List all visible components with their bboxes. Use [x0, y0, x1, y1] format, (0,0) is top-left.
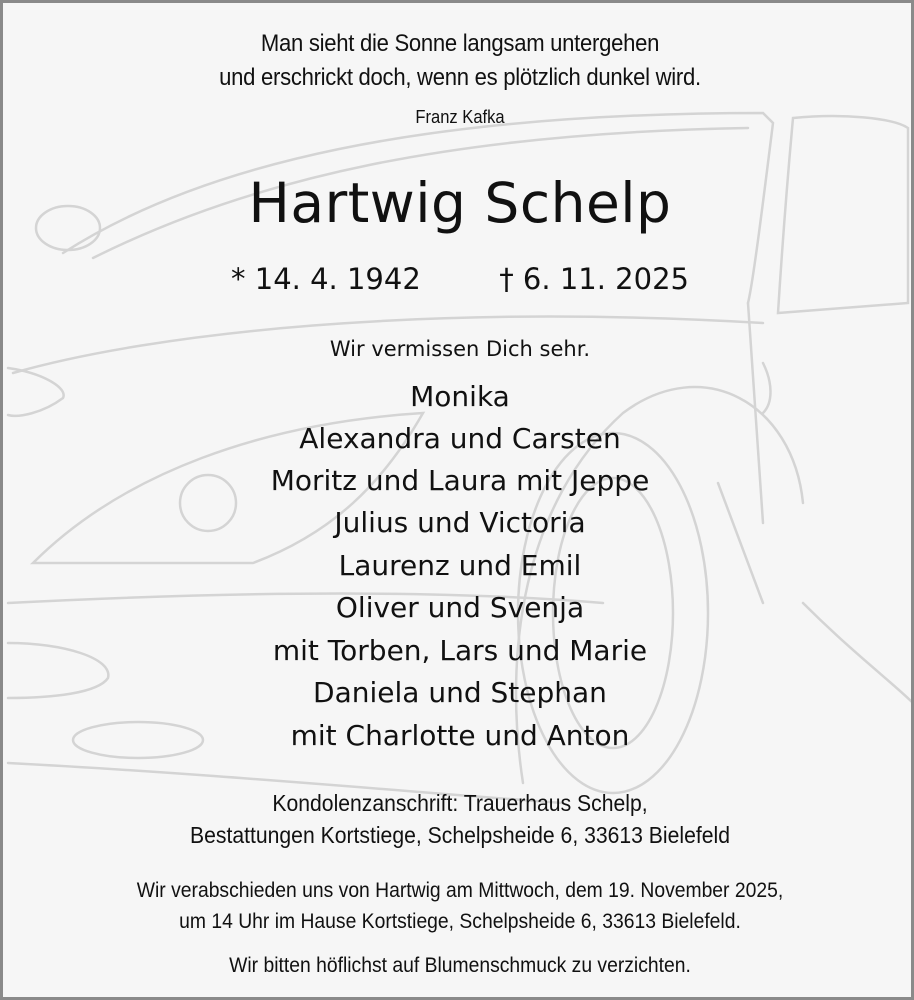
birth-date: * 14. 4. 1942	[231, 262, 421, 296]
car-sketch-background	[3, 3, 914, 1000]
farewell-line-2: um 14 Uhr im Hause Kortstiege, Schelpsheide 6, 33613 Bielefeld.	[179, 910, 741, 933]
quote-line-1: Man sieht die Sonne langsam untergehen	[260, 30, 660, 57]
family-member: Moritz und Laura mit Jeppe	[270, 464, 650, 497]
family-member: Laurenz und Emil	[338, 549, 582, 582]
family-member: Monika	[410, 380, 510, 413]
life-dates	[3, 262, 914, 296]
family-member: Oliver und Svenja	[335, 591, 585, 624]
family-member: Julius und Victoria	[334, 506, 586, 539]
family-member: Daniela und Stephan	[313, 676, 607, 709]
condolence-line-2: Bestattungen Kortstiege, Schelpsheide 6, 33613 Bielefeld	[190, 822, 730, 848]
quote-author: Franz Kafka	[415, 107, 505, 127]
condolence-line-1: Kondolenzanschrift: Trauerhaus Schelp,	[272, 790, 648, 816]
quote-line-2: und erschrickt doch, wenn es plötzlich dunkel wird.	[219, 64, 701, 91]
flower-request: Wir bitten höflichst auf Blumenschmuck zu verzichten.	[229, 954, 691, 977]
death-date: † 6. 11. 2025	[499, 262, 689, 296]
farewell-line-1: Wir verabschieden uns von Hartwig am Mittwoch, dem 19. November 2025,	[136, 879, 784, 902]
deceased-name: Hartwig Schelp	[248, 171, 672, 235]
family-member: mit Torben, Lars und Marie	[272, 634, 648, 667]
message: Wir vermissen Dich sehr.	[329, 337, 591, 361]
family-member: Alexandra und Carsten	[299, 422, 621, 455]
family-member: mit Charlotte und Anton	[290, 719, 630, 752]
